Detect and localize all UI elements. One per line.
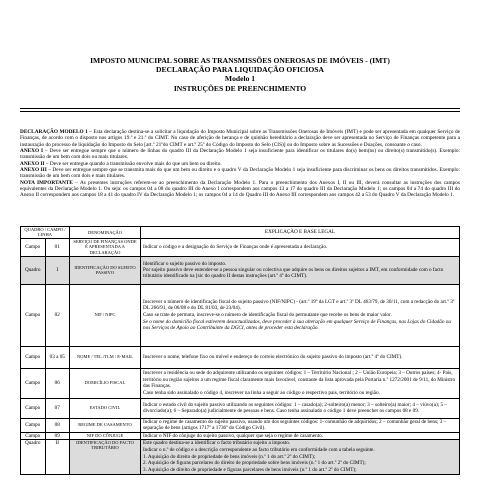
intro-paragraph-anexo3	[20, 167, 460, 180]
intro-paragraph-anexo1	[20, 148, 460, 161]
row-explanation	[141, 439, 460, 474]
table-row	[21, 439, 460, 474]
title-line-2: DECLARAÇÃO PARA LIQUIDAÇÃO OFICIOSA	[156, 65, 324, 75]
list-item: 3. Aquisição de direito de propriedade e figuras parcelares de bens imóveis (n.º 1 do art.º 2º do CIMT);	[143, 467, 357, 474]
row-label: Campo	[21, 418, 46, 432]
row-number: 01	[45, 238, 70, 256]
intro-paragraph-modelo1	[20, 129, 460, 148]
document-title	[20, 56, 460, 93]
row-denomination: NOME / TEL./TLM / E-MAIL	[70, 346, 141, 368]
row-explanation-line: Indicar o n.º de código e a descrição correspondente ao facto tributário em conformidade com a tabela seguinte.	[143, 447, 375, 453]
row-explanation: Indicar o regime de casamento do sujeito passivo, usando um dos seguintes códigos: 1- comunhão de adquiridos; 2 – comunhão geral de bens; 3 – separação de bens (artigos 1717º a 1736º do Código Civil).	[141, 418, 460, 432]
intro-paragraph-nota	[20, 180, 460, 199]
row-explanation: Indicar o estado civil do sujeito passivo utilizando os seguintes códigos: 1 – casado(a); 2-solteiro(a) menor; 3 – solteiro(a) maior; 4 – viúvo(a); 5 – divorciado(a); 6 – Separado(a) judicialmente de pessoas e bens. Caso tenha assinalado o código 1 deve preencher os campos 08 e 09.	[141, 398, 460, 418]
row-label: Campo	[21, 432, 46, 439]
row-explanation-line: Inscrever o número de identificação fiscal do sujeito passivo (NIF/NIPC) - (art.º 19º da LGT e art.º 3º DL 463/79, de 30/11, com a redacção do art.º 3º DL 266/91, de 06/08 e do DL 81/03, de 23/04).	[143, 299, 455, 312]
row-label: Campo	[21, 284, 46, 346]
row-number: 09	[45, 432, 70, 439]
row-number: 06	[45, 368, 70, 398]
row-number: 03 a 05	[45, 346, 70, 368]
table-row	[21, 256, 460, 284]
row-number: 07	[45, 398, 70, 418]
row-explanation	[141, 284, 460, 346]
header-denominacao: DENOMINAÇÃO	[70, 227, 141, 239]
intro-text: – Deve ser entregue sempre que se transmita mais do que um bem ou direito e o quadro V da Declaração Modelo 1 seja insuficiente para discriminar os bens ou direitos transmitidos. Exemplo: transmissão de um bem com dois e mais titulares.	[20, 167, 461, 180]
table-row	[21, 398, 460, 418]
intro-text: – Deve ser entregue quando a transmissão envolve mais do que um bem ou direito.	[44, 160, 222, 167]
intro-text: – As presentes instruções referem-se ao preenchimento da Declaração Modelo 1. Para o preenchimento dos Anexos I, II ou III, deverá consultar as instruções dos campos equivalentes da Declaração Modelo 1. Ou seja: os campos 04 a 08 do quadro III do Anexo I correspondem aos campos 13 a 17 do quadro III da Declaração Modelo 1; os campos 04 a 74 do quadro III do Anexo II correspondem aos campos 18 a 41 do quadro IV da Declaração Modelo 1; os campos 04 a 14 do Quadro III do Anexo III correspondem aos campos 42 a 53 do Quadro V da Declaração Modelo 1.	[20, 179, 460, 199]
row-label: Campo	[21, 346, 46, 368]
row-label: Campo	[21, 238, 46, 256]
intro-section	[20, 129, 460, 199]
row-label: Campo	[21, 368, 46, 398]
intro-text: – Esta declaração destina-se a solicitar a liquidação do Imposto Municipal sobre as Transmissões Onerosas de Imóveis (IMT) e pode ser apresentada em qualquer Serviço de Finanças, de acordo com o disposto nos artigos 19.º e 21.º do CIMT. No caso de aferição de herança e de quinhão hereditário a declaração deve ser apresentada no Serviço de Finanças competente para a instauração do processo de liquidação do Imposto do Selo [art.º 21ºdo CIMT e art.º 25º do Código do Imposto do Selo (CIS)] ou do Imposto sobre as Sucessões e Doações, consoante o caso.	[20, 129, 461, 148]
table-header-row	[21, 227, 460, 239]
row-explanation-line: Identificar o sujeito passivo do imposto.	[143, 260, 227, 267]
list-item: 1. Aquisição do direito de propriedade de bens imóveis (n.º 1 do art.º 2º do CIMT);	[143, 453, 316, 460]
row-denomination: IDENTIFICAÇÃO DO FACTO TRIBUTÁRIO	[70, 439, 141, 474]
list-item: 2. Aquisição de figuras parcelares do direito de propriedade sobre bens imóveis (n.º 1 do art.º 2º do CIMT);	[143, 460, 366, 467]
divider-top-double	[20, 111, 460, 112]
row-label: Campo	[21, 398, 46, 418]
row-denomination: ESTADO CIVIL	[70, 398, 141, 418]
header-explicacao: EXPLICAÇÃO E BASE LEGAL	[141, 227, 460, 239]
row-number: 02	[45, 284, 70, 346]
title-line-4: INSTRUÇÕES DE PREENCHIMENTO	[173, 83, 307, 93]
row-explanation: Indicar o NIF do cônjuge do sujeito passivo, qualquer que seja o regime de casamento.	[141, 432, 460, 439]
instructions-table	[20, 226, 460, 475]
intro-label: ANEXO III	[20, 167, 47, 174]
row-explanation	[141, 368, 460, 398]
row-explanation-line: Caso tenha sido assinalado o código 4, inscrever na linha a seguir ao código o respectivo país, território ou região.	[143, 389, 380, 396]
row-denomination: DOMICÍLIO FISCAL	[70, 368, 141, 398]
row-explanation	[141, 256, 460, 284]
table-row	[21, 284, 460, 346]
divider-top	[20, 108, 460, 109]
row-denomination: SERVIÇO DE FINANÇAS ONDE É APRESENTADA A DECLARAÇÃO	[70, 238, 141, 256]
row-number: 08	[45, 418, 70, 432]
table-row	[21, 418, 460, 432]
row-explanation-line: Se o nome do domicílio fiscal estiverem desactualizados, deve proceder à sua alteração em qualquer Serviço de Finanças, nas Lojas do Cidadão ou nos Serviços de Apoio ao Contribuinte da DGCI, antes de proceder esta declaração.	[143, 318, 451, 331]
table-row	[21, 346, 460, 368]
row-number: I	[45, 256, 70, 284]
row-explanation-line: Por sujeito passivo deve entender-se a pessoa singular ou colectiva que adquire os bens ou direitos sujeitos a IMT, em conformidade com o facto tributário identificado na [sic do quadro II destas instruções (art.º 4º do CIMT).	[143, 267, 444, 280]
header-quadro: QUADRO / CAMPO / LINHA	[21, 227, 70, 239]
table-row	[21, 238, 460, 256]
row-denomination: NIF / NIPC	[70, 284, 141, 346]
intro-label: ANEXO I	[20, 148, 44, 155]
row-explanation-line: Caso se trate de permuta, inscreve-se o número de identificação fiscal do permutante que recebe os bens de maior valor.	[143, 311, 392, 318]
table-row	[21, 368, 460, 398]
intro-label: ANEXO II	[20, 160, 45, 167]
row-denomination: REGIME DE CASAMENTO	[70, 418, 141, 432]
row-number: II	[45, 439, 70, 474]
title-line-1: IMPOSTO MUNICIPAL SOBRE AS TRANSMISSÕES ONEROSAS DE IMÓVEIS - (IMT)	[90, 56, 390, 65]
row-denomination: NIF DO CÔNJUGE	[70, 432, 141, 439]
intro-label: DECLARAÇÃO MODELO 1	[20, 129, 88, 135]
intro-text: – Deve ser entregue sempre que o número de linhas do quadro III da Declaração Modelo 1 seja insuficiente para identificar os titulares do(s) bem(ns) ou direito(s) transmitido(s). Exemplo: transmissão de um bem com dois ou mais titulares.	[20, 148, 460, 161]
row-explanation-line: Inscrever a residência ou sede do adquirente utilizando os seguintes códigos: 1 – Território Nacional ; 2 – União Europeia; 3 – Outros países; 4- País, território ou região sujeitos a um regime fiscal claramente mais favorável, constante da lista aprovada pela Portaria n.º 1272/2001 de 9/11, do Ministro das Finanças.	[143, 370, 456, 389]
table-row	[21, 432, 460, 439]
row-explanation: Inscrever o nome, telefone fixo ou móvel e endereço de correio electrónico do sujeito passivo do imposto (art.º 4º do CIMT).	[141, 346, 460, 368]
row-denomination: IDENTIFICAÇÃO DO SUJEITO PASSIVO	[70, 256, 141, 284]
title-line-3: Modelo 1	[224, 74, 256, 84]
row-label: Quadro	[21, 256, 46, 284]
row-explanation: Indicar o código e a designação do Serviço de Finanças onde é apresentada a declaração.	[141, 238, 460, 256]
row-explanation-line: Este quadro destina-se a identificar o facto tributário sujeito a imposto.	[143, 440, 291, 447]
row-label: Quadro	[21, 439, 46, 474]
intro-label: NOTA IMPORTANTE	[20, 179, 73, 186]
